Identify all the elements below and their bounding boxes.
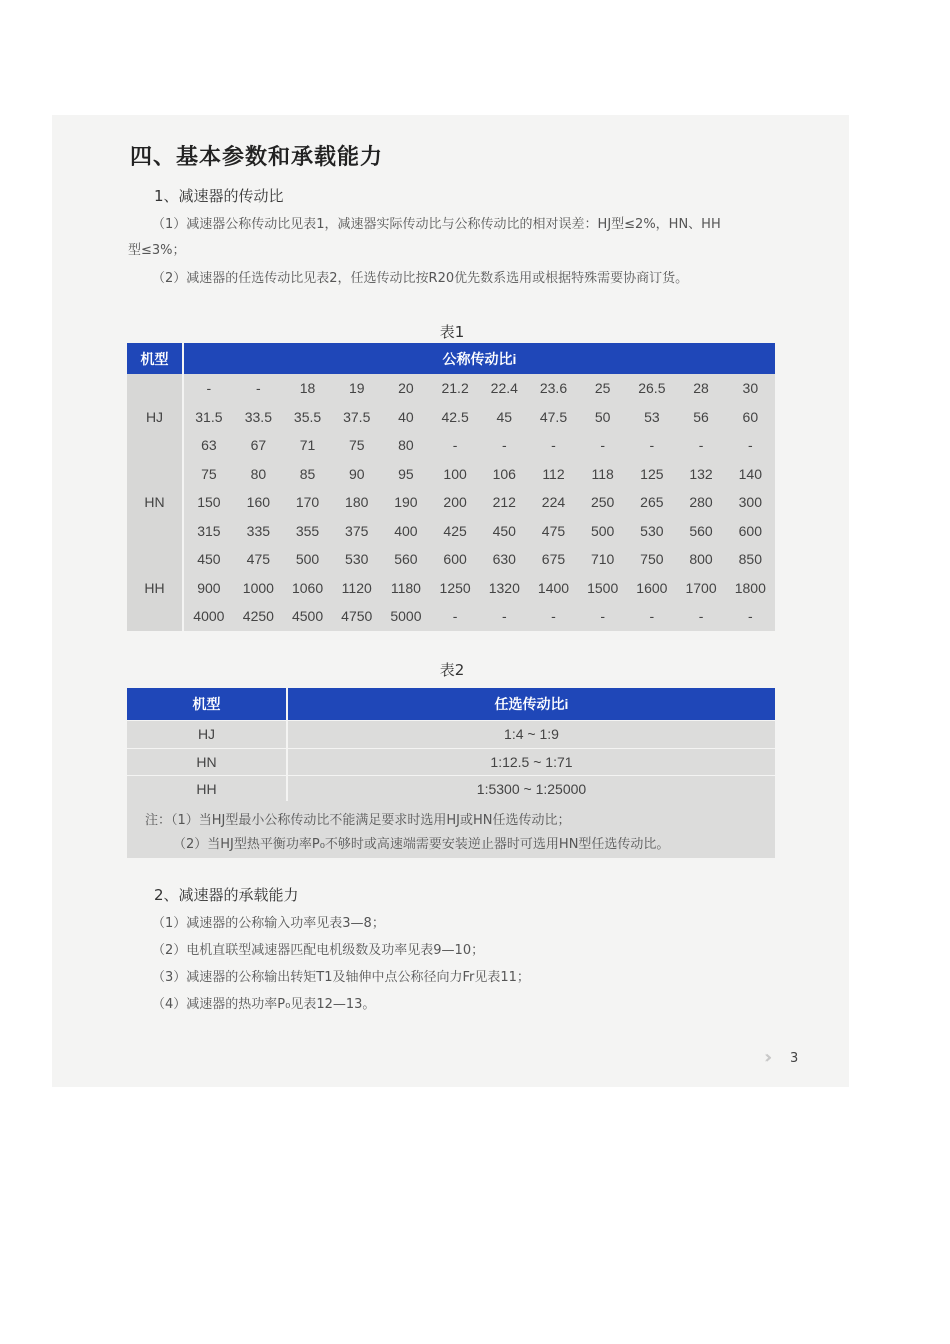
table-1-ratio-cell: 19 <box>348 380 365 397</box>
table-row <box>127 721 775 749</box>
table-1-ratio-cell: 630 <box>492 551 516 568</box>
table-1-ratio-cell: 530 <box>345 551 369 568</box>
section-heading: 四、基本参数和承载能力 <box>130 145 384 170</box>
table-1-ratio-cell: - <box>600 437 605 454</box>
table-1-ratio-cell: 75 <box>348 437 365 454</box>
table-1-ratio-cell: 33.5 <box>244 408 272 425</box>
table-1-ratio-cell: 500 <box>295 551 320 568</box>
table-1-ratio-cell: 90 <box>348 465 365 482</box>
table-1-ratio-cell: 31.5 <box>195 408 223 425</box>
table-1-ratio-cell: 850 <box>738 551 762 568</box>
table-1-ratio-cell: 560 <box>689 522 713 539</box>
table-1-ratio-cell: 140 <box>738 465 762 482</box>
table-1-ratio-cell: 750 <box>640 551 664 568</box>
table-1-ratio-cell: 63 <box>201 437 217 454</box>
table-1-ratio-cell: 1400 <box>537 579 570 596</box>
table-1-ratio-cell: 280 <box>689 494 713 511</box>
table-row <box>127 517 775 546</box>
subsection-title-capacity: 2、减速器的承载能力 <box>154 886 299 904</box>
table-1-ratio-cell: 60 <box>742 408 759 425</box>
table-1-ratio-cell: 190 <box>394 494 418 511</box>
table-1-ratio-cell: 21.2 <box>441 380 469 397</box>
table-1-ratio-cell: 170 <box>295 494 320 511</box>
capacity-item-1: （1）减速器的公称输入功率见表3—8； <box>152 916 385 931</box>
table-1-ratio-cell: 4000 <box>193 608 225 625</box>
table-2 <box>127 688 775 803</box>
table-1-ratio-cell: 71 <box>299 437 316 454</box>
table-1-ratio-cell: - <box>501 608 507 625</box>
subsection-title-ratio: 1、减速器的传动比 <box>154 187 284 205</box>
capacity-item-3: （3）减速器的公称输出转矩T1及轴伸中点公称径向力Fr见表11； <box>152 970 530 985</box>
table-1-ratio-cell: 18 <box>299 380 316 397</box>
table-1-ratio-cell: - <box>649 437 655 454</box>
table-1-ratio-cell: - <box>698 608 704 625</box>
table-1-ratio-cell: 4500 <box>291 608 324 625</box>
table-1-ratio-cell: 85 <box>299 465 316 482</box>
table-2-header-ratio: 任选传动比i <box>287 688 775 721</box>
table-1-ratio-cell: 35.5 <box>293 408 322 425</box>
table-1-ratio-cell: - <box>452 608 458 625</box>
table-1-ratio-cell: 30 <box>742 380 759 397</box>
table-1-ratio-cell: - <box>551 608 556 625</box>
table-1-ratio-cell: - <box>747 608 753 625</box>
table-1-ratio-cell: 100 <box>443 465 467 482</box>
table-1-ratio-cell: 675 <box>541 551 566 568</box>
table-1-ratio-cell: 1000 <box>242 579 274 596</box>
table-row <box>127 431 775 460</box>
table-row <box>127 403 775 432</box>
table-row <box>127 374 775 403</box>
page-number: 3 <box>790 1051 799 1066</box>
table-1-ratio-cell: 23.6 <box>539 380 568 397</box>
table-1-ratio-cell: - <box>747 437 753 454</box>
table-1-ratio-cell: 5000 <box>390 608 422 625</box>
table-1-ratio-cell: 118 <box>591 465 614 482</box>
table-2-ratio-cell: 1:4 ~ 1:9 <box>287 721 775 749</box>
table-1-ratio-cell: 475 <box>246 551 271 568</box>
table-1-ratio-cell: 212 <box>492 494 516 511</box>
note-2: （2）当HJ型热平衡功率P₀不够时或高速端需要安装逆止器时可选用HN型任选传动比。 <box>173 837 670 852</box>
table-1-ratio-cell: 22.4 <box>490 380 518 397</box>
table-1-ratio-cell: 47.5 <box>539 408 568 425</box>
paragraph-1-line-1: （1）减速器公称传动比见表1，减速器实际传动比与公称传动比的相对误差：HJ型≤2%，HN、HH <box>152 217 721 232</box>
table-1-ratio-cell: 600 <box>443 551 467 568</box>
table-2-caption: 表2 <box>439 661 465 679</box>
table-1-caption: 表1 <box>439 323 465 341</box>
table-1-model-cell: HJ <box>127 374 183 460</box>
table-row <box>127 460 775 489</box>
table-1-ratio-cell: 375 <box>345 522 369 539</box>
table-1-ratio-cell: 450 <box>197 551 221 568</box>
table-1-ratio-cell: - <box>698 437 704 454</box>
table-1-ratio-cell: - <box>452 437 458 454</box>
table-1-ratio-cell: 125 <box>640 465 664 482</box>
table-1-ratio-cell: 224 <box>541 494 566 511</box>
document-page <box>52 115 849 1087</box>
table-1-ratio-cell: - <box>649 608 655 625</box>
table-1-ratio-cell: 1060 <box>291 579 324 596</box>
table-1-ratio-cell: - <box>256 380 261 397</box>
table-1-ratio-cell: 160 <box>246 494 271 511</box>
table-1-ratio-cell: 1800 <box>734 579 766 596</box>
table-1-ratio-cell: 28 <box>693 380 709 397</box>
table-1-ratio-cell: 80 <box>250 465 267 482</box>
table-1-ratio-cell: 1180 <box>390 579 421 596</box>
table-1-ratio-cell: 37.5 <box>343 408 371 425</box>
table-1-ratio-cell: 335 <box>246 522 271 539</box>
table-1-ratio-cell: 1250 <box>439 579 471 596</box>
table-1-ratio-cell: 200 <box>443 494 467 511</box>
table-1-ratio-cell: 1320 <box>488 579 520 596</box>
table-1-ratio-cell: 75 <box>201 465 217 482</box>
table-2-ratio-cell: 1:5300 ~ 1:25000 <box>287 776 775 803</box>
table-1-ratio-cell: 475 <box>541 522 566 539</box>
table-1 <box>127 343 775 631</box>
table-1-ratio-cell: 40 <box>398 408 414 425</box>
table-1-ratio-cell: 53 <box>644 408 660 425</box>
table-1-ratio-cell: 560 <box>394 551 418 568</box>
table-1-ratio-cell: 300 <box>738 494 762 511</box>
table-1-ratio-cell: 1700 <box>685 579 717 596</box>
table-1-ratio-cell: 112 <box>542 465 565 482</box>
note-1: 注：（1）当HJ型最小公称传动比不能满足要求时选用HJ或HN任选传动比； <box>145 813 571 828</box>
chevron-right-icon: ›› <box>764 1047 767 1068</box>
table-row <box>127 545 775 574</box>
table-1-ratio-cell: 180 <box>345 494 369 511</box>
table-row <box>127 488 775 517</box>
table-row <box>127 574 775 603</box>
table-1-header-ratio: 公称传动比i <box>183 343 775 374</box>
table-1-ratio-cell: 600 <box>738 522 762 539</box>
table-1-ratio-cell: 50 <box>594 408 611 425</box>
table-2-model-cell: HH <box>127 776 287 803</box>
table-1-ratio-cell: 250 <box>590 494 615 511</box>
table-1-ratio-cell: 20 <box>398 380 414 397</box>
table-1-ratio-cell: 1120 <box>341 579 372 596</box>
table-1-ratio-cell: 355 <box>295 522 320 539</box>
table-1-ratio-cell: - <box>600 608 605 625</box>
table-1-ratio-cell: 26.5 <box>638 380 666 397</box>
table-1-ratio-cell: 500 <box>590 522 615 539</box>
table-1-ratio-cell: 530 <box>640 522 664 539</box>
table-1-ratio-cell: 150 <box>197 494 221 511</box>
table-1-ratio-cell: - <box>551 437 556 454</box>
table-1-ratio-cell: 710 <box>590 551 615 568</box>
table-1-ratio-cell: - <box>206 380 212 397</box>
table-1-model-cell: HH <box>127 545 183 631</box>
table-1-ratio-cell: 42.5 <box>441 408 469 425</box>
table-1-ratio-cell: 132 <box>689 465 713 482</box>
paragraph-2: （2）减速器的任选传动比见表2，任选传动比按R20优先数系选用或根据特殊需要协商订货。 <box>152 271 689 286</box>
table-1-ratio-cell: 45 <box>496 408 513 425</box>
table-1-ratio-cell: 56 <box>693 408 709 425</box>
table-1-ratio-cell: 315 <box>197 522 221 539</box>
table-1-ratio-cell: 265 <box>640 494 664 511</box>
table-2-ratio-cell: 1:12.5 ~ 1:71 <box>287 748 775 776</box>
table-1-header-model: 机型 <box>127 343 183 374</box>
table-2-model-cell: HN <box>127 748 287 776</box>
table-1-ratio-cell: 25 <box>594 380 611 397</box>
table-row <box>127 602 775 631</box>
table-row <box>127 748 775 776</box>
table-1-ratio-cell: 4250 <box>242 608 274 625</box>
table-row <box>127 776 775 803</box>
table-1-ratio-cell: 1600 <box>636 579 668 596</box>
capacity-item-2: （2）电机直联型减速器匹配电机级数及功率见表9—10； <box>152 943 485 958</box>
table-1-ratio-cell: 450 <box>492 522 516 539</box>
table-1-ratio-cell: - <box>501 437 507 454</box>
capacity-item-4: （4）减速器的热功率P₀见表12—13。 <box>152 997 376 1012</box>
table-2-header-model: 机型 <box>127 688 287 721</box>
table-1-ratio-cell: 800 <box>689 551 713 568</box>
table-2-notes <box>127 801 775 858</box>
table-1-ratio-cell: 425 <box>443 522 467 539</box>
table-1-ratio-cell: 67 <box>250 437 267 454</box>
table-1-ratio-cell: 400 <box>394 522 418 539</box>
table-1-model-cell: HN <box>127 460 183 546</box>
table-1-ratio-cell: 106 <box>492 465 516 482</box>
table-1-ratio-cell: 95 <box>398 465 414 482</box>
table-1-ratio-cell: 4750 <box>341 608 373 625</box>
table-1-ratio-cell: 80 <box>398 437 414 454</box>
table-1-ratio-cell: 1500 <box>587 579 619 596</box>
table-2-model-cell: HJ <box>127 721 287 749</box>
table-1-ratio-cell: 900 <box>197 579 221 596</box>
paragraph-1-line-2: 型≤3%； <box>128 243 186 258</box>
